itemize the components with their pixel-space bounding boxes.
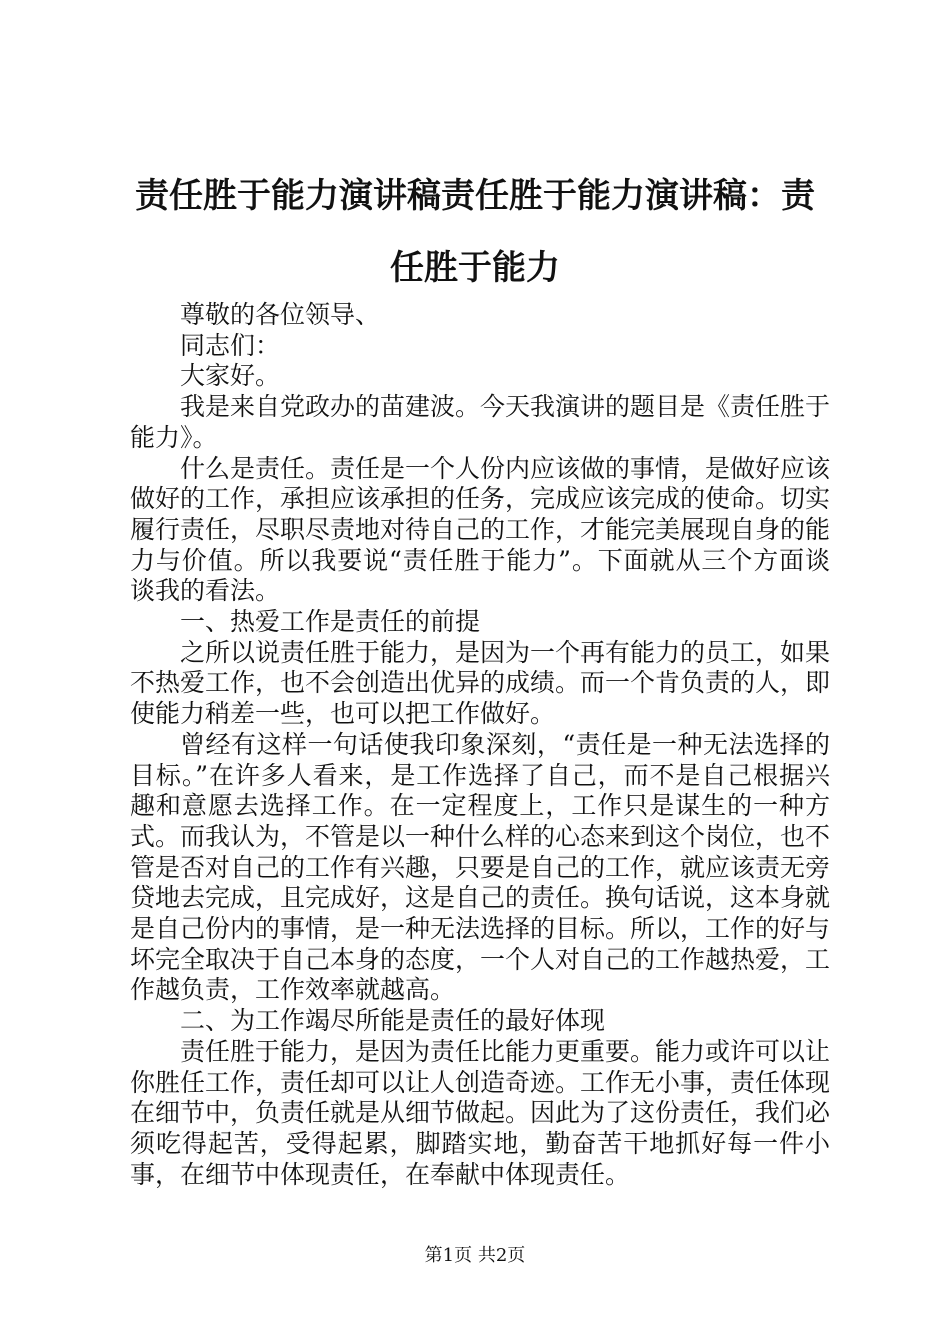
paragraph-section-1b: 曾经有这样一句话使我印象深刻，“责任是一种无法选择的目标。”在许多人看来，是工作选择了自己，而不是自己根据兴趣和意愿去选择工作。在一定程度上，工作只是谋生的一种方式。而我认为，不管是以一种什么样的心态来到这个岗位，也不管是否对自己的工作有兴趣，只要是自己的工作，就应该责无旁贷地去完成，且完成好，这是自己的责任。换句话说，这本身就是自己份内的事情，是一种无法选择的目标。所以，工作的好与坏完全取决于自己本身的态度，一个人对自己的工作越热爱，工作越负责，工作效率就越高。	[130, 729, 831, 1005]
paragraph-salutation-1: 尊敬的各位领导、	[180, 300, 381, 329]
section-heading-1: 一、热爱工作是责任的前提	[180, 607, 481, 637]
page-title: 责任胜于能力演讲稿责任胜于能力演讲稿：责任胜于能力	[135, 176, 815, 288]
paragraph-salutation-2: 同志们：	[180, 330, 281, 360]
paragraph-definition: 什么是责任。责任是一个人份内应该做的事情，是做好应该做好的工作，承担应该承担的任务，完成应该完成的使命。切实履行责任，尽职尽责地对待自己的工作，才能完美展现自身的能力与价值。所以我要说“责任胜于能力”。下面就从三个方面谈谈我的看法。	[130, 453, 831, 606]
page-footer: 第1页 共2页	[424, 1245, 526, 1266]
paragraph-section-1a: 之所以说责任胜于能力，是因为一个再有能力的员工，如果不热爱工作，也不会创造出优异的成绩。而一个肯负责的人，即使能力稍差一些，也可以把工作做好。	[130, 637, 831, 729]
paragraph-section-2a: 责任胜于能力，是因为责任比能力更重要。能力或许可以让你胜任工作，责任却可以让人创造奇迹。工作无小事，责任体现在细节中，负责任就是从细节做起。因此为了这份责任，我们必须吃得起苦，受得起累，脚踏实地，勤奋苦干地抓好每一件小事，在细节中体现责任，在奉献中体现责任。	[130, 1036, 831, 1189]
paragraph-greeting: 大家好。	[180, 361, 281, 391]
section-heading-2: 二、为工作竭尽所能是责任的最好体现	[180, 1006, 606, 1036]
document-body	[130, 300, 830, 1190]
paragraph-intro: 我是来自党政办的苗建波。今天我演讲的题目是《责任胜于能力》。	[130, 392, 831, 452]
